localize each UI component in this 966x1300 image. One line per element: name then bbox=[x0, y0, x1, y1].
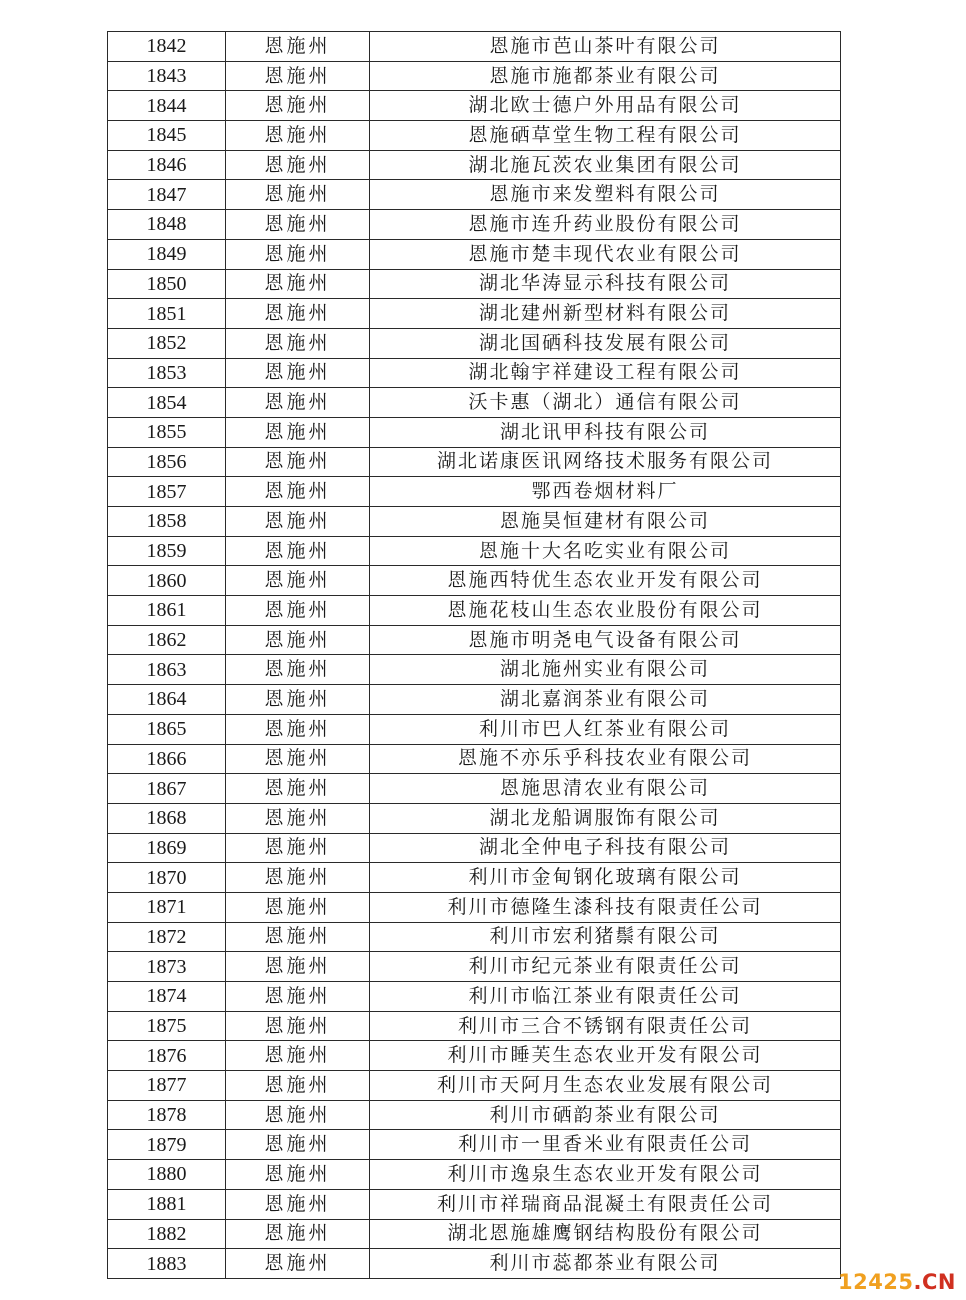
row-number-cell: 1867 bbox=[108, 774, 226, 804]
company-name-cell: 湖北施州实业有限公司 bbox=[370, 655, 841, 685]
row-number-cell: 1860 bbox=[108, 566, 226, 596]
table-row bbox=[108, 507, 841, 537]
row-number-cell: 1850 bbox=[108, 269, 226, 299]
company-name-cell: 恩施市楚丰现代农业有限公司 bbox=[370, 239, 841, 269]
table-row bbox=[108, 596, 841, 626]
table-row bbox=[108, 417, 841, 447]
row-number-cell: 1875 bbox=[108, 1011, 226, 1041]
row-number-cell: 1871 bbox=[108, 892, 226, 922]
table-row bbox=[108, 536, 841, 566]
company-name-cell: 利川市三合不锈钢有限责任公司 bbox=[370, 1011, 841, 1041]
table-row bbox=[108, 150, 841, 180]
region-cell: 恩施州 bbox=[226, 507, 370, 537]
region-cell: 恩施州 bbox=[226, 744, 370, 774]
table-row bbox=[108, 952, 841, 982]
company-name-cell: 利川市巴人红茶业有限公司 bbox=[370, 714, 841, 744]
row-number-cell: 1861 bbox=[108, 596, 226, 626]
region-cell: 恩施州 bbox=[226, 655, 370, 685]
row-number-cell: 1883 bbox=[108, 1249, 226, 1279]
region-cell: 恩施州 bbox=[226, 239, 370, 269]
row-number-cell: 1863 bbox=[108, 655, 226, 685]
company-name-cell: 利川市宏利猪鬃有限公司 bbox=[370, 922, 841, 952]
company-name-cell: 湖北国硒科技发展有限公司 bbox=[370, 328, 841, 358]
region-cell: 恩施州 bbox=[226, 1189, 370, 1219]
table-row bbox=[108, 447, 841, 477]
row-number-cell: 1865 bbox=[108, 714, 226, 744]
table-row bbox=[108, 328, 841, 358]
region-cell: 恩施州 bbox=[226, 388, 370, 418]
table-row bbox=[108, 803, 841, 833]
region-cell: 恩施州 bbox=[226, 477, 370, 507]
table-row bbox=[108, 863, 841, 893]
row-number-cell: 1857 bbox=[108, 477, 226, 507]
region-cell: 恩施州 bbox=[226, 1160, 370, 1190]
company-name-cell: 恩施昊恒建材有限公司 bbox=[370, 507, 841, 537]
region-cell: 恩施州 bbox=[226, 596, 370, 626]
table-row bbox=[108, 61, 841, 91]
company-name-cell: 湖北嘉润茶业有限公司 bbox=[370, 685, 841, 715]
row-number-cell: 1862 bbox=[108, 625, 226, 655]
enterprise-list-table bbox=[107, 31, 841, 1279]
table-row bbox=[108, 1160, 841, 1190]
company-name-cell: 湖北恩施雄鹰钢结构股份有限公司 bbox=[370, 1219, 841, 1249]
watermark-digits: 12425 bbox=[837, 1270, 914, 1294]
table-row bbox=[108, 358, 841, 388]
region-cell: 恩施州 bbox=[226, 121, 370, 151]
company-name-cell: 利川市睡芙生态农业开发有限公司 bbox=[370, 1041, 841, 1071]
company-name-cell: 利川市逸泉生态农业开发有限公司 bbox=[370, 1160, 841, 1190]
row-number-cell: 1852 bbox=[108, 328, 226, 358]
region-cell: 恩施州 bbox=[226, 536, 370, 566]
company-name-cell: 恩施硒草堂生物工程有限公司 bbox=[370, 121, 841, 151]
company-name-cell: 利川市金甸钢化玻璃有限公司 bbox=[370, 863, 841, 893]
company-name-cell: 利川市天阿月生态农业发展有限公司 bbox=[370, 1071, 841, 1101]
table-row bbox=[108, 1219, 841, 1249]
table-row bbox=[108, 833, 841, 863]
row-number-cell: 1872 bbox=[108, 922, 226, 952]
company-name-cell: 湖北建州新型材料有限公司 bbox=[370, 299, 841, 329]
table-row bbox=[108, 239, 841, 269]
region-cell: 恩施州 bbox=[226, 714, 370, 744]
region-cell: 恩施州 bbox=[226, 299, 370, 329]
company-name-cell: 沃卡惠（湖北）通信有限公司 bbox=[370, 388, 841, 418]
region-cell: 恩施州 bbox=[226, 1071, 370, 1101]
table-row bbox=[108, 1041, 841, 1071]
row-number-cell: 1843 bbox=[108, 61, 226, 91]
table-row bbox=[108, 32, 841, 62]
region-cell: 恩施州 bbox=[226, 1249, 370, 1279]
region-cell: 恩施州 bbox=[226, 61, 370, 91]
region-cell: 恩施州 bbox=[226, 447, 370, 477]
site-watermark bbox=[838, 1270, 956, 1294]
region-cell: 恩施州 bbox=[226, 1011, 370, 1041]
company-name-cell: 恩施思清农业有限公司 bbox=[370, 774, 841, 804]
row-number-cell: 1851 bbox=[108, 299, 226, 329]
company-name-cell: 利川市纪元茶业有限责任公司 bbox=[370, 952, 841, 982]
row-number-cell: 1864 bbox=[108, 685, 226, 715]
table-row bbox=[108, 892, 841, 922]
row-number-cell: 1876 bbox=[108, 1041, 226, 1071]
region-cell: 恩施州 bbox=[226, 1219, 370, 1249]
row-number-cell: 1847 bbox=[108, 180, 226, 210]
table-row bbox=[108, 477, 841, 507]
company-name-cell: 利川市一里香米业有限责任公司 bbox=[370, 1130, 841, 1160]
table-row bbox=[108, 388, 841, 418]
region-cell: 恩施州 bbox=[226, 180, 370, 210]
row-number-cell: 1874 bbox=[108, 982, 226, 1012]
region-cell: 恩施州 bbox=[226, 922, 370, 952]
row-number-cell: 1873 bbox=[108, 952, 226, 982]
company-name-cell: 恩施市明尧电气设备有限公司 bbox=[370, 625, 841, 655]
row-number-cell: 1856 bbox=[108, 447, 226, 477]
company-name-cell: 利川市德隆生漆科技有限责任公司 bbox=[370, 892, 841, 922]
watermark-suffix: .CN bbox=[913, 1270, 956, 1294]
row-number-cell: 1858 bbox=[108, 507, 226, 537]
table-row bbox=[108, 982, 841, 1012]
region-cell: 恩施州 bbox=[226, 417, 370, 447]
company-name-cell: 利川市祥瑞商品混凝土有限责任公司 bbox=[370, 1189, 841, 1219]
row-number-cell: 1849 bbox=[108, 239, 226, 269]
company-name-cell: 恩施十大名吃实业有限公司 bbox=[370, 536, 841, 566]
region-cell: 恩施州 bbox=[226, 210, 370, 240]
table-row bbox=[108, 566, 841, 596]
company-name-cell: 湖北全仲电子科技有限公司 bbox=[370, 833, 841, 863]
company-name-cell: 利川市临江茶业有限责任公司 bbox=[370, 982, 841, 1012]
region-cell: 恩施州 bbox=[226, 892, 370, 922]
table-row bbox=[108, 1189, 841, 1219]
region-cell: 恩施州 bbox=[226, 625, 370, 655]
row-number-cell: 1877 bbox=[108, 1071, 226, 1101]
company-name-cell: 恩施花枝山生态农业股份有限公司 bbox=[370, 596, 841, 626]
row-number-cell: 1879 bbox=[108, 1130, 226, 1160]
region-cell: 恩施州 bbox=[226, 1100, 370, 1130]
region-cell: 恩施州 bbox=[226, 1041, 370, 1071]
company-name-cell: 恩施市芭山茶叶有限公司 bbox=[370, 32, 841, 62]
company-name-cell: 湖北诺康医讯网络技术服务有限公司 bbox=[370, 447, 841, 477]
row-number-cell: 1866 bbox=[108, 744, 226, 774]
row-number-cell: 1854 bbox=[108, 388, 226, 418]
company-name-cell: 湖北施瓦茨农业集团有限公司 bbox=[370, 150, 841, 180]
row-number-cell: 1842 bbox=[108, 32, 226, 62]
region-cell: 恩施州 bbox=[226, 774, 370, 804]
company-name-cell: 利川市蕊都茶业有限公司 bbox=[370, 1249, 841, 1279]
region-cell: 恩施州 bbox=[226, 952, 370, 982]
row-number-cell: 1882 bbox=[108, 1219, 226, 1249]
table-row bbox=[108, 922, 841, 952]
company-name-cell: 恩施市来发塑料有限公司 bbox=[370, 180, 841, 210]
row-number-cell: 1868 bbox=[108, 803, 226, 833]
table-row bbox=[108, 625, 841, 655]
table-body bbox=[108, 32, 841, 1279]
table-row bbox=[108, 1071, 841, 1101]
row-number-cell: 1859 bbox=[108, 536, 226, 566]
row-number-cell: 1878 bbox=[108, 1100, 226, 1130]
company-name-cell: 鄂西卷烟材料厂 bbox=[370, 477, 841, 507]
table-row bbox=[108, 269, 841, 299]
row-number-cell: 1848 bbox=[108, 210, 226, 240]
region-cell: 恩施州 bbox=[226, 91, 370, 121]
table-row bbox=[108, 1249, 841, 1279]
row-number-cell: 1845 bbox=[108, 121, 226, 151]
region-cell: 恩施州 bbox=[226, 1130, 370, 1160]
region-cell: 恩施州 bbox=[226, 328, 370, 358]
table-row bbox=[108, 180, 841, 210]
company-name-cell: 湖北欧士德户外用品有限公司 bbox=[370, 91, 841, 121]
region-cell: 恩施州 bbox=[226, 863, 370, 893]
table-row bbox=[108, 655, 841, 685]
company-name-cell: 湖北龙船调服饰有限公司 bbox=[370, 803, 841, 833]
table-row bbox=[108, 1100, 841, 1130]
company-name-cell: 恩施西特优生态农业开发有限公司 bbox=[370, 566, 841, 596]
region-cell: 恩施州 bbox=[226, 833, 370, 863]
region-cell: 恩施州 bbox=[226, 150, 370, 180]
region-cell: 恩施州 bbox=[226, 566, 370, 596]
table-row bbox=[108, 685, 841, 715]
table-row bbox=[108, 1130, 841, 1160]
region-cell: 恩施州 bbox=[226, 32, 370, 62]
table-row bbox=[108, 714, 841, 744]
row-number-cell: 1869 bbox=[108, 833, 226, 863]
table-row bbox=[108, 299, 841, 329]
row-number-cell: 1870 bbox=[108, 863, 226, 893]
table-row bbox=[108, 744, 841, 774]
company-name-cell: 利川市硒韵茶业有限公司 bbox=[370, 1100, 841, 1130]
row-number-cell: 1881 bbox=[108, 1189, 226, 1219]
table-row bbox=[108, 1011, 841, 1041]
row-number-cell: 1855 bbox=[108, 417, 226, 447]
company-name-cell: 湖北讯甲科技有限公司 bbox=[370, 417, 841, 447]
row-number-cell: 1880 bbox=[108, 1160, 226, 1190]
region-cell: 恩施州 bbox=[226, 269, 370, 299]
company-name-cell: 恩施不亦乐乎科技农业有限公司 bbox=[370, 744, 841, 774]
table-row bbox=[108, 121, 841, 151]
row-number-cell: 1846 bbox=[108, 150, 226, 180]
region-cell: 恩施州 bbox=[226, 803, 370, 833]
region-cell: 恩施州 bbox=[226, 982, 370, 1012]
company-name-cell: 恩施市连升药业股份有限公司 bbox=[370, 210, 841, 240]
region-cell: 恩施州 bbox=[226, 685, 370, 715]
region-cell: 恩施州 bbox=[226, 358, 370, 388]
table-row bbox=[108, 774, 841, 804]
table-row bbox=[108, 210, 841, 240]
row-number-cell: 1853 bbox=[108, 358, 226, 388]
company-name-cell: 恩施市施都茶业有限公司 bbox=[370, 61, 841, 91]
company-name-cell: 湖北翰宇祥建设工程有限公司 bbox=[370, 358, 841, 388]
table-row bbox=[108, 91, 841, 121]
company-name-cell: 湖北华涛显示科技有限公司 bbox=[370, 269, 841, 299]
row-number-cell: 1844 bbox=[108, 91, 226, 121]
